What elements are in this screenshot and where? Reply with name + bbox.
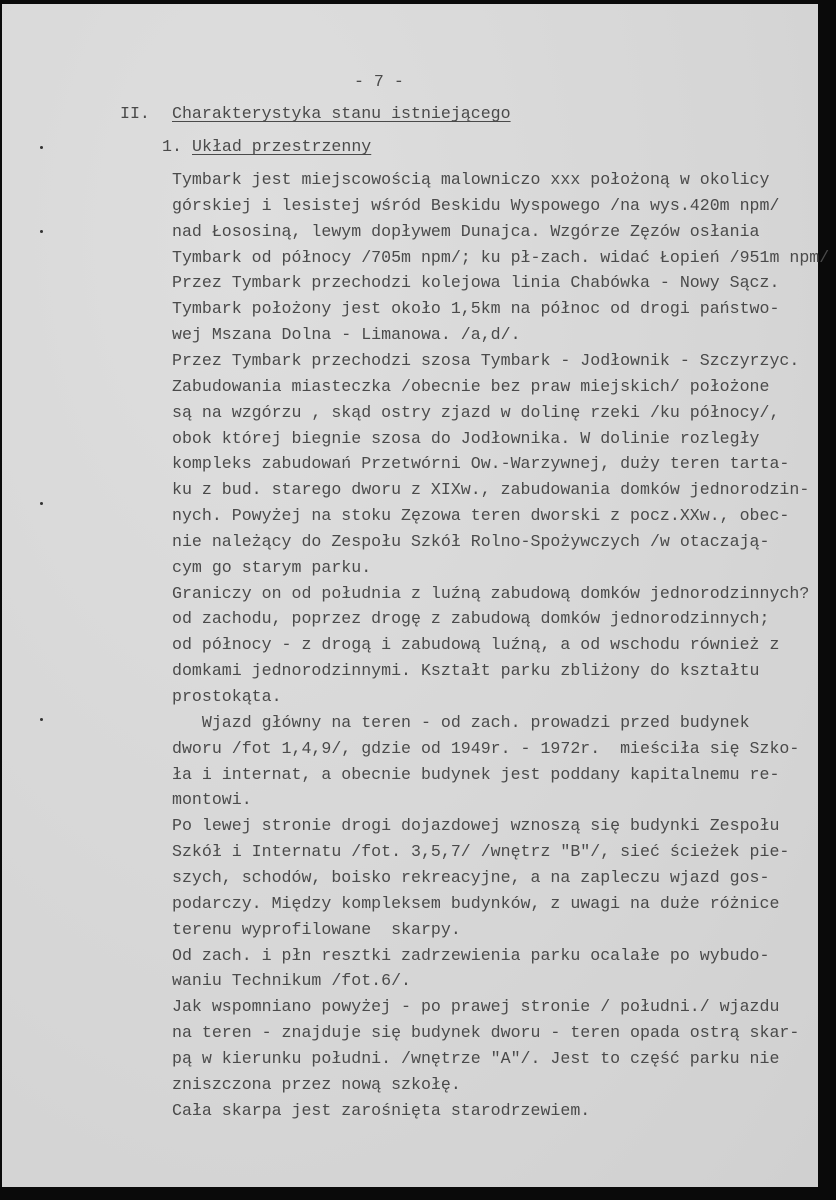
text-line: nad Łososiną, lewym dopływem Dunajca. Wzgórze Zęzów osłania bbox=[172, 221, 760, 241]
text-line: pą w kierunku południ. /wnętrze "A"/. Jest to część parku nie bbox=[172, 1048, 780, 1068]
text-line: górskiej i lesistej wśród Beskidu Wyspowego /na wys.420m npm/ bbox=[172, 195, 780, 215]
text-line: Szkół i Internatu /fot. 3,5,7/ /wnętrz "B"/, sieć ścieżek pie- bbox=[172, 842, 790, 862]
text-line: od północy - z drogą i zabudową luźną, a od wschodu również z bbox=[172, 635, 780, 655]
text-line: cym go starym parku. bbox=[172, 557, 372, 577]
text-line: terenu wyprofilowane skarpy. bbox=[172, 919, 461, 939]
text-line: Wjazd główny na teren - od zach. prowadzi przed budynek bbox=[172, 712, 750, 732]
text-line: zniszczona przez nową szkołę. bbox=[172, 1074, 461, 1094]
text-line: domkami jednorodzinnymi. Kształt parku zbliżony do kształtu bbox=[172, 661, 760, 681]
text-line: wej Mszana Dolna - Limanowa. /a,d/. bbox=[172, 325, 521, 345]
text-line: podarczy. Między kompleksem budynków, z uwagi na duże różnice bbox=[172, 893, 780, 913]
text-line: Graniczy on od południa z luźną zabudową domków jednorodzinnych? bbox=[172, 583, 810, 603]
text-line: szych, schodów, boisko rekreacyjne, a na zapleczu wjazd gos- bbox=[172, 867, 770, 887]
punch-mark bbox=[40, 718, 43, 721]
page-number: - 7 - bbox=[354, 72, 404, 91]
text-line: są na wzgórzu , skąd ostry zjazd w dolinę rzeki /ku północy/, bbox=[172, 402, 780, 422]
text-line: Po lewej stronie drogi dojazdowej wznoszą się budynki Zespołu bbox=[172, 816, 780, 836]
text-line: od zachodu, poprzez drogę z zabudową domków jednorodzinnych; bbox=[172, 609, 770, 629]
text-line: waniu Technikum /fot.6/. bbox=[172, 971, 411, 991]
text-line: Cała skarpa jest zarośnięta starodrzewiem. bbox=[172, 1100, 591, 1120]
section-title: Charakterystyka stanu istniejącego bbox=[172, 104, 511, 123]
text-line: nych. Powyżej na stoku Zęzowa teren dworski z pocz.XXw., obec- bbox=[172, 506, 790, 526]
text-line: Zabudowania miasteczka /obecnie bez praw miejskich/ położone bbox=[172, 376, 770, 396]
text-line: ku z bud. starego dworu z XIXw., zabudowania domków jednorodzin- bbox=[172, 480, 810, 500]
text-line: Jak wspomniano powyżej - po prawej stronie / południ./ wjazdu bbox=[172, 997, 780, 1017]
punch-mark bbox=[40, 230, 43, 233]
text-line: Tymbark położony jest około 1,5km na północ od drogi państwo- bbox=[172, 299, 780, 319]
text-line: Tymbark jest miejscowością malowniczo xxx położoną w okolicy bbox=[172, 170, 770, 189]
subsection-title: Układ przestrzenny bbox=[192, 137, 372, 156]
text-line: Przez Tymbark przechodzi szosa Tymbark - Jodłownik - Szczyrzyc. bbox=[172, 350, 800, 370]
text-line: Przez Tymbark przechodzi kolejowa linia Chabówka - Nowy Sącz. bbox=[172, 273, 780, 293]
text-line: kompleks zabudowań Przetwórni Ow.-Warzywnej, duży teren tarta- bbox=[172, 454, 790, 474]
text-line: prostokąta. bbox=[172, 687, 282, 706]
typewritten-page bbox=[2, 4, 830, 1187]
punch-mark bbox=[40, 146, 43, 149]
text-line: Tymbark od północy /705m npm/; ku pł-zach. widać Łopień /951m npm/ bbox=[172, 247, 830, 267]
punch-mark bbox=[40, 502, 43, 505]
section-number: II. bbox=[120, 104, 150, 123]
text-line: dworu /fot 1,4,9/, gdzie od 1949r. - 1972r. mieściła się Szko- bbox=[172, 738, 800, 758]
text-line: ła i internat, a obecnie budynek jest poddany kapitalnemu re- bbox=[172, 764, 780, 784]
text-line: montowi. bbox=[172, 790, 252, 810]
subsection-number: 1. bbox=[162, 137, 182, 156]
text-line: obok której biegnie szosa do Jodłownika. W dolinie rozległy bbox=[172, 428, 760, 448]
text-line: Od zach. i płn resztki zadrzewienia parku ocalałe po wybudo- bbox=[172, 945, 770, 965]
text-line: na teren - znajduje się budynek dworu - teren opada ostrą skar- bbox=[172, 1023, 800, 1043]
text-line: nie należący do Zespołu Szkół Rolno-Spożywczych /w otaczają- bbox=[172, 531, 770, 551]
